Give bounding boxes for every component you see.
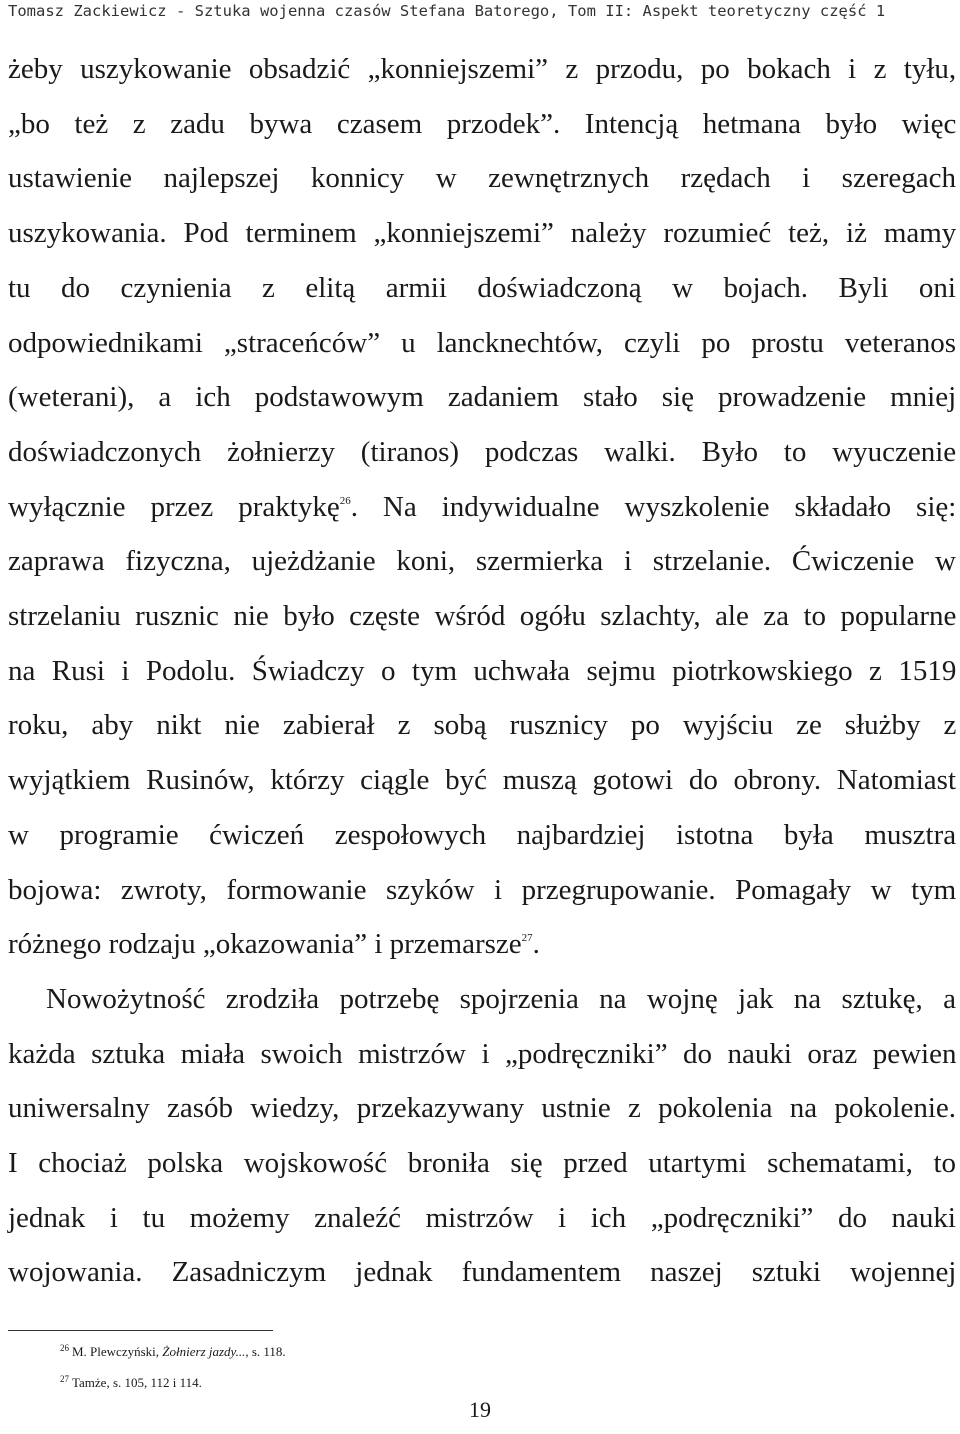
footnote-ref-27: 27 [521, 932, 533, 945]
text-line: roku, aby nikt nie zabierał z sobą rusznicy po wyjściu ze służby z [8, 709, 957, 742]
body-text [8, 42, 956, 1300]
text-line [8, 480, 956, 535]
text-fragment: różnego rodzaju „okazowania” i przemarsze [8, 928, 522, 961]
text-line: bojowa: zwroty, formowanie szyków i przegrupowanie. Pomagały w tym [8, 873, 957, 906]
text-line: ustawienie najlepszej konnicy w zewnętrznych rzędach i szeregach [8, 162, 956, 195]
text-line: doświadczonych żołnierzy (tiranos) podczas walki. Było to wyuczenie [8, 435, 957, 468]
text-line: w programie ćwiczeń zespołowych najbardziej istotna była musztra [8, 818, 957, 851]
text-line: wojowania. Zasadniczym jednak fundamentem naszej sztuki wojennej [8, 1256, 957, 1289]
text-line: I chociaż polska wojskowość broniła się przed utartymi schematami, to [8, 1147, 956, 1180]
footnote-27 [60, 1367, 286, 1398]
text-line: każda sztuka miała swoich mistrzów i „podręczniki” do nauki oraz pewien [8, 1037, 957, 1070]
text-line: uszykowania. Pod terminem „konniejszemi” należy rozumieć też, iż mamy [8, 217, 957, 250]
footnote-author: Tamże, s. 105, 112 i 114. [72, 1375, 202, 1390]
text-line: strzelaniu rusznic nie było częste wśród ogółu szlachty, ale za to popularne [8, 600, 957, 633]
text-line: żeby uszykowanie obsadzić „konniejszemi” z przodu, po bokach i z tyłu, [8, 53, 957, 85]
text-fragment: . [532, 928, 540, 961]
text-line: (weterani), a ich podstawowym zadaniem stało się prowadzenie mniej [8, 381, 957, 414]
text-line: zaprawa fizyczna, ujeżdżanie koni, szermierka i strzelanie. Ćwiczenie w [8, 545, 956, 578]
text-line: uniwersalny zasób wiedzy, przekazywany ustnie z pokolenia na pokolenie. [8, 1092, 956, 1125]
footnote-number: 26 [60, 1343, 69, 1353]
footnote-ref-26: 26 [339, 494, 351, 507]
footnote-26 [60, 1336, 286, 1367]
text-line: odpowiednikami „straceńców” u lancknechtów, czyli po prostu veteranos [8, 326, 956, 359]
footnote-number: 27 [60, 1374, 69, 1384]
text-line: „bo też z zadu bywa czasem przodek”. Intencją hetmana było więc [8, 107, 957, 140]
text-fragment: wyłącznie przez praktykę [8, 490, 340, 523]
footnote-rest: , s. 118. [245, 1344, 286, 1359]
footnote-author: M. Plewczyński, [72, 1344, 163, 1359]
text-line: jednak i tu możemy znaleźć mistrzów i ich „podręczniki” do nauki [8, 1201, 956, 1234]
page-number: 19 [469, 1397, 491, 1422]
text-line: tu do czynienia z elitą armii doświadczoną w bojach. Byli oni [8, 271, 956, 304]
running-header: Tomasz Zackiewicz - Sztuka wojenna czasów Stefana Batorego, Tom II: Aspekt teoretyczny część 1 [8, 2, 886, 20]
footnote-title: Żołnierz jazdy... [162, 1344, 246, 1359]
text-line: Nowożytność zrodziła potrzebę spojrzenia na wojnę jak na sztukę, a [46, 982, 956, 1015]
text-fragment: . Na indywidualne wyszkolenie składało się: [350, 490, 957, 523]
footnotes [60, 1336, 286, 1398]
footnote-separator [8, 1330, 273, 1331]
text-line: na Rusi i Podolu. Świadczy o tym uchwała sejmu piotrkowskiego z 1519 [8, 654, 957, 687]
text-line: wyjątkiem Rusinów, którzy ciągle być muszą gotowi do obrony. Natomiast [8, 764, 956, 797]
text-line [8, 917, 956, 972]
